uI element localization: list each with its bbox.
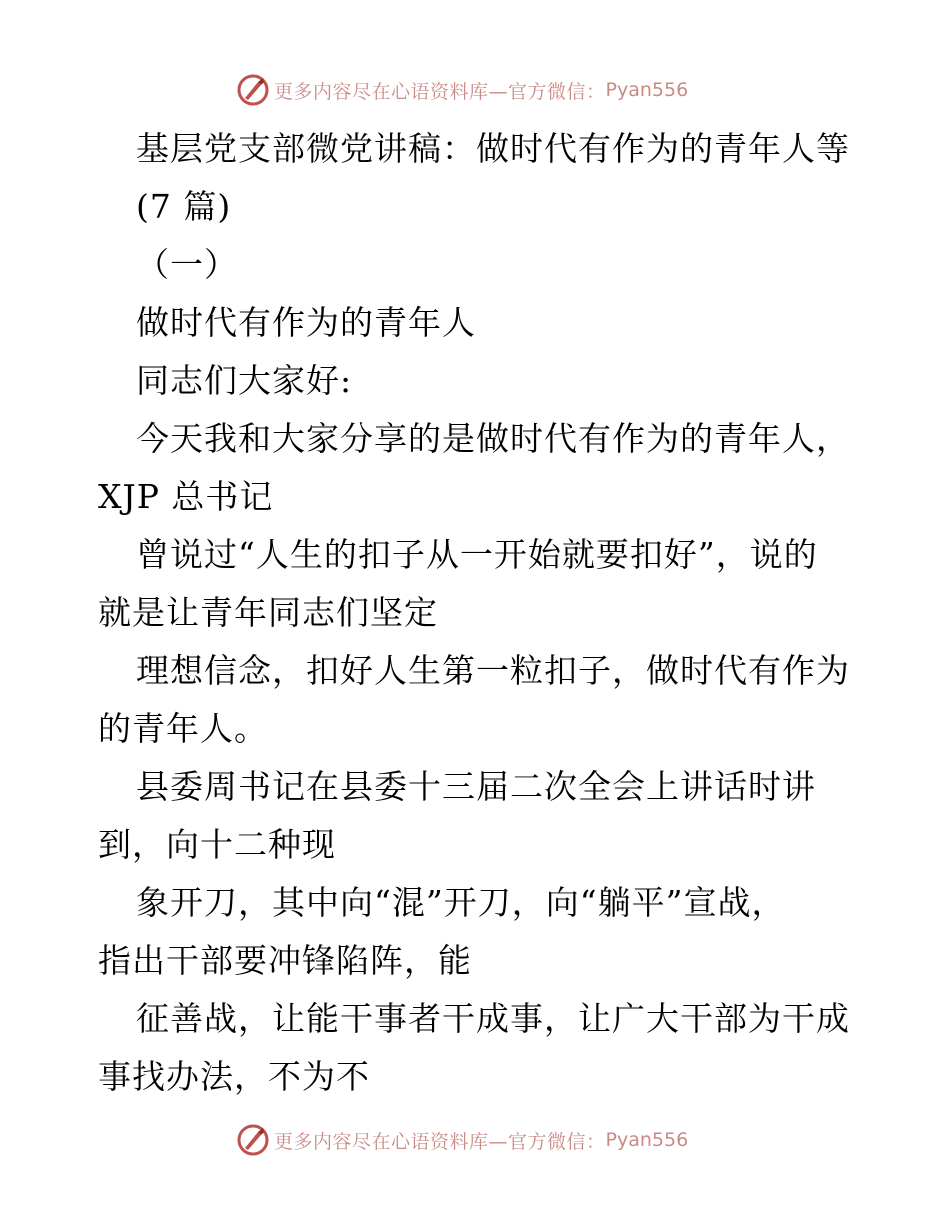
quill-logo-icon xyxy=(236,73,270,107)
paragraph-line: 县委周书记在县委十三届二次全会上讲话时讲 xyxy=(136,767,816,806)
watermark-text: 更多内容尽在心语资料库—官方微信： xyxy=(274,1130,606,1153)
paragraph-line: 到，向十二种现 xyxy=(98,825,336,864)
document-title-count: (7 篇) xyxy=(136,187,232,226)
section-number: （一） xyxy=(136,245,238,284)
paragraph-line: XJP 总书记 xyxy=(98,477,274,516)
paragraph-line: 事找办法，不为不 xyxy=(98,1057,370,1096)
quill-logo-icon xyxy=(236,1123,270,1157)
watermark-wechat-id: Pyan556 xyxy=(605,1129,689,1151)
paragraph-line: 象开刀，其中向“混”开刀，向“躺平”宣战， xyxy=(136,883,786,922)
paragraph-line: 就是让青年同志们坚定 xyxy=(98,593,438,632)
paragraph-line: 指出干部要冲锋陷阵，能 xyxy=(98,941,472,980)
document-title: 基层党支部微党讲稿：做时代有作为的青年人等 xyxy=(136,129,850,168)
footer-watermark xyxy=(236,1122,688,1158)
paragraph-line: 今天我和大家分享的是做时代有作为的青年人， xyxy=(136,419,850,458)
watermark-text: 更多内容尽在心语资料库—官方微信： xyxy=(274,80,606,103)
paragraph-line: 曾说过“人生的扣子从一开始就要扣好”，说的 xyxy=(136,535,818,574)
paragraph-line: 理想信念，扣好人生第一粒扣子，做时代有作为 xyxy=(136,651,850,690)
header-watermark xyxy=(236,72,688,108)
paragraph-line: 征善战，让能干事者干成事，让广大干部为干成 xyxy=(136,999,850,1038)
salutation: 同志们大家好: xyxy=(136,361,353,400)
paragraph-line: 的青年人。 xyxy=(98,709,268,748)
document-body xyxy=(98,120,858,1106)
watermark-wechat-id: Pyan556 xyxy=(605,79,689,101)
section-heading: 做时代有作为的青年人 xyxy=(136,303,476,342)
